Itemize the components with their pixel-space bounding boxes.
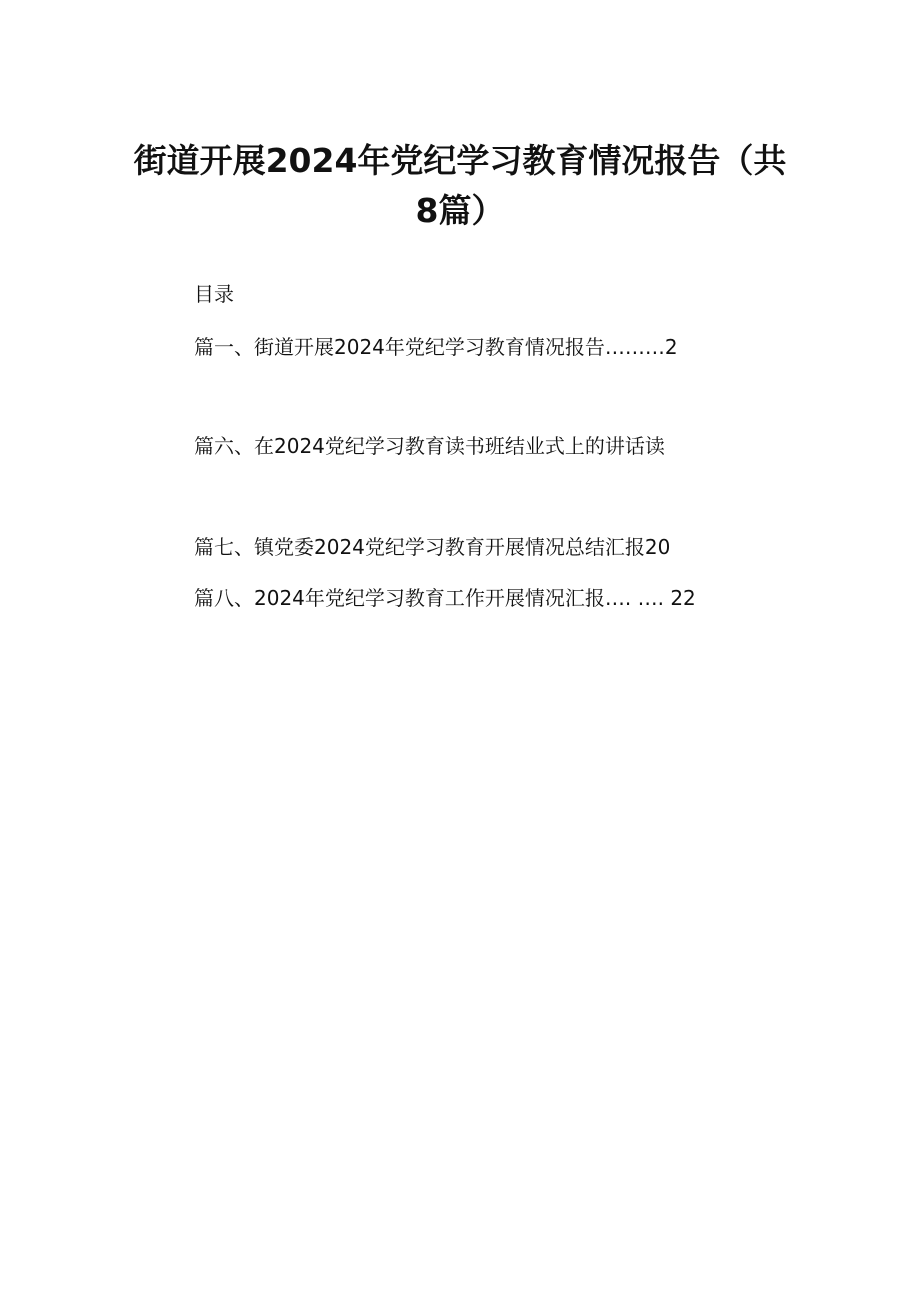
title-line-1: 街道开展2024年党纪学习教育情况报告（共 <box>133 141 787 180</box>
toc-item-1: 篇一、街道开展2024年党纪学习教育情况报告………2 <box>194 335 678 359</box>
toc-item-8: 篇八、2024年党纪学习教育工作开展情况汇报…. …. 22 <box>194 586 696 610</box>
toc-item-7: 篇七、镇党委2024党纪学习教育开展情况总结汇报20 <box>194 535 671 559</box>
title-line-2: 8篇） <box>415 191 505 230</box>
toc-heading: 目录 <box>194 282 234 306</box>
toc-item-6: 篇六、在2024党纪学习教育读书班结业式上的讲话读 <box>194 434 665 458</box>
document-title <box>110 136 810 236</box>
